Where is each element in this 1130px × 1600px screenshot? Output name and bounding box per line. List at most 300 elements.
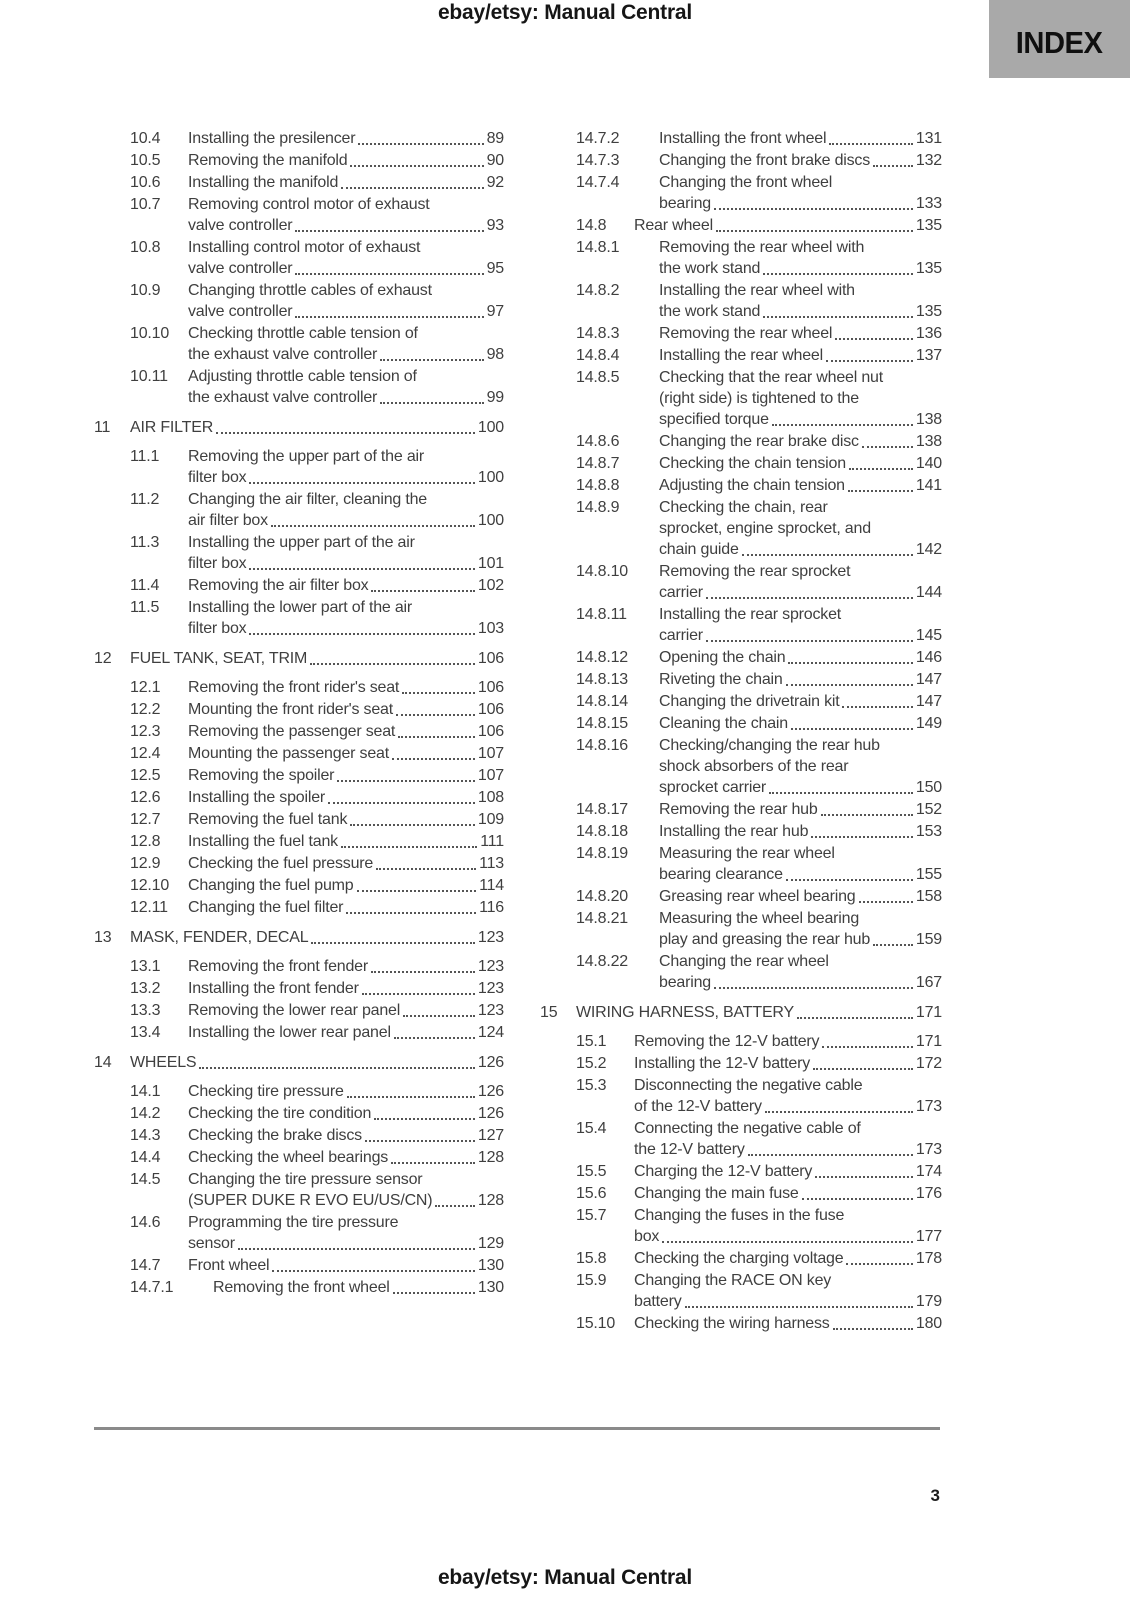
toc-entry-number: 14.8.6 [576,433,620,450]
toc-entry-title-text: chain guide [659,541,739,558]
dotted-leader [238,1248,475,1250]
dotted-leader [763,316,913,318]
toc-entry-page: 150 [915,779,942,796]
toc-entry-page: 167 [915,974,942,991]
dotted-leader [391,1162,475,1164]
toc-entry-body [659,431,942,452]
toc-entry-number: 14.8.9 [576,499,620,516]
toc-entry-page: 155 [915,866,942,883]
toc-entry-row [540,1075,942,1117]
dotted-leader [772,424,913,426]
dotted-leader [310,663,475,665]
dotted-leader [833,1328,913,1330]
toc-entry-page: 107 [477,745,504,762]
toc-entry-row [94,366,504,408]
toc-entry-line [659,735,942,756]
toc-entry-number: 13 [94,929,112,946]
toc-entry-line [634,215,942,236]
toc-entry-number: 14.3 [130,1127,161,1144]
toc-entry-line [634,1313,942,1334]
toc-entry-number: 14.8 [576,217,607,234]
toc-entry-title-text: Changing the fuses in the fuse [634,1207,845,1224]
toc-entry-row [94,743,504,764]
toc-entry-page: 147 [915,693,942,710]
toc-entry-body [634,1161,942,1182]
dotted-leader [394,1037,475,1039]
toc-entry-line [188,323,504,344]
toc-entry-row [540,1161,942,1182]
toc-entry-page: 111 [480,833,504,850]
toc-entry-title-text: Measuring the rear wheel [659,845,835,862]
toc-entry-line [659,799,942,820]
dotted-leader [849,468,913,470]
dotted-leader [706,597,913,599]
toc-entry-row [540,367,942,430]
toc-entry-line [188,344,504,365]
toc-entry-row [94,875,504,896]
toc-entry-number: 15.4 [576,1120,607,1137]
toc-entry-title-text: Removing the rear hub [659,801,818,818]
dotted-leader [272,1270,474,1272]
toc-entry-title-text: Removing the passenger seat [188,723,396,740]
toc-entry-line [634,1291,942,1312]
toc-entry-page: 135 [915,260,942,277]
toc-entry-title-text: Installing the spoiler [188,789,326,806]
toc-entry-title-text: filter box [188,469,247,486]
toc-entry-title-text: the exhaust valve controller [188,346,378,363]
toc-entry-line [188,765,504,786]
toc-entry-body [659,951,942,993]
toc-entry-row [94,1212,504,1254]
toc-entry-title-text: Installing the upper part of the air [188,534,415,551]
toc-entry-line [188,956,504,977]
toc-entry-line [659,345,942,366]
toc-entry-row [94,532,504,574]
toc-entry-row [540,561,942,603]
toc-entry-body [659,691,942,712]
toc-entry-page: 97 [486,303,504,320]
toc-entry-body [188,532,504,574]
toc-entry-page: 135 [915,303,942,320]
toc-entry-row [94,765,504,786]
toc-entry-line [188,280,504,301]
toc-entry-page: 146 [915,649,942,666]
toc-entry-number: 14.8.2 [576,282,620,299]
toc-entry-body [659,843,942,885]
toc-entry-body [188,194,504,236]
toc-entry-number: 14.8.11 [576,606,627,623]
toc-entry-title-text: Measuring the wheel bearing [659,910,860,927]
toc-entry-line [188,258,504,279]
toc-entry-page: 123 [477,1002,504,1019]
dotted-leader [821,814,913,816]
toc-entry-line [188,597,504,618]
toc-entry-body [634,1031,942,1052]
toc-entry-body [188,853,504,874]
dotted-leader [216,432,475,434]
toc-entry-line [659,756,942,777]
toc-entry-title-text: Changing the main fuse [634,1185,799,1202]
toc-entry-row [94,978,504,999]
toc-entry-number: 12.10 [130,877,170,894]
dotted-leader [402,692,475,694]
toc-entry-title-text: Connecting the negative cable of [634,1120,861,1137]
toc-entry-number: 12.4 [130,745,161,762]
toc-entry-line [188,1233,504,1254]
toc-entry-row [540,1053,942,1074]
toc-entry-title-text: Changing throttle cables of exhaust [188,282,432,299]
toc-entry-title-text: Removing the 12-V battery [634,1033,820,1050]
toc-entry-page: 153 [915,823,942,840]
toc-entry-line [659,497,942,518]
toc-entry-title-text: bearing clearance [659,866,783,883]
toc-entry-title-text: Checking the fuel pressure [188,855,374,872]
toc-entry-title-text: Adjusting the chain tension [659,477,845,494]
toc-entry-body [188,743,504,764]
toc-entry-title-text: Installing the front fender [188,980,359,997]
toc-entry-title-text: Removing the manifold [188,152,348,169]
dotted-leader [249,568,474,570]
footer-page-number: 3 [930,1486,940,1505]
toc-entry-row [94,1147,504,1168]
dotted-leader [357,890,477,892]
toc-entry-line [659,518,942,539]
toc-entry-page: 159 [915,931,942,948]
toc-entry-number: 14.7.1 [130,1279,174,1296]
toc-entry-number: 14.8.10 [576,563,628,580]
toc-entry-page: 124 [477,1024,504,1041]
dotted-leader [362,993,475,995]
toc-entry-number: 15.3 [576,1077,607,1094]
toc-entry-page: 128 [477,1149,504,1166]
toc-entry-title-text: Installing the rear hub [659,823,809,840]
toc-entry-page: 173 [915,1098,942,1115]
toc-chapter-row [540,1002,942,1023]
toc-entry-title-text: specified torque [659,411,769,428]
toc-entry-page: 92 [486,174,504,191]
toc-entry-title-text: the work stand [659,303,761,320]
toc-entry-page: 158 [915,888,942,905]
toc-entry-body [659,799,942,820]
toc-entry-title-text: Removing the front rider's seat [188,679,400,696]
toc-entry-number: 14.8.12 [576,649,628,666]
toc-entry-number: 12.1 [130,679,161,696]
toc-entry-line [634,1183,942,1204]
toc-entry-body [659,128,942,149]
toc-entry-body [659,669,942,690]
toc-entry-title-text: carrier [659,584,703,601]
toc-entry-line [634,1031,942,1052]
toc-entry-line [659,713,942,734]
toc-entry-body [188,1169,504,1211]
toc-entry-page: 140 [915,455,942,472]
dotted-leader [859,901,913,903]
toc-entry-number: 11.1 [130,448,160,465]
toc-entry-number: 12.7 [130,811,161,828]
dotted-leader [249,482,474,484]
toc-entry-line [634,1053,942,1074]
toc-content [94,128,942,1335]
toc-entry-body [188,956,504,977]
toc-entry-line [634,1096,942,1117]
dotted-leader [788,662,912,664]
toc-entry-line [634,1118,942,1139]
toc-entry-title-text: Installing the lower rear panel [188,1024,391,1041]
toc-entry-page: 103 [477,620,504,637]
toc-entry-row [94,1169,504,1211]
toc-entry-line [659,539,942,560]
toc-entry-number: 14.8.5 [576,369,620,386]
toc-entry-row [94,150,504,171]
toc-entry-title-text: the 12-V battery [634,1141,745,1158]
toc-entry-title-text: Riveting the chain [659,671,783,688]
toc-entry-line [188,467,504,488]
toc-entry-row [540,821,942,842]
toc-entry-row [94,323,504,365]
toc-entry-row [540,1118,942,1160]
footer-title: ebay/etsy: Manual Central [437,1566,693,1589]
toc-entry-row [540,713,942,734]
dotted-leader [748,1154,913,1156]
dotted-leader [371,590,474,592]
toc-entry-title-text: sprocket carrier [659,779,767,796]
toc-entry-row [94,956,504,977]
toc-entry-body [188,809,504,830]
toc-entry-body [659,367,942,430]
toc-entry-line [659,323,942,344]
toc-entry-line [188,1000,504,1021]
toc-entry-body [634,1270,942,1312]
toc-entry-body [659,280,942,322]
toc-entry-row [94,1081,504,1102]
dotted-leader [341,846,477,848]
toc-entry-page: 126 [477,1054,504,1071]
dotted-leader [685,1306,913,1308]
toc-entry-body [188,597,504,639]
toc-entry-page: 126 [477,1083,504,1100]
dotted-leader [811,836,913,838]
toc-entry-number: 14.8.16 [576,737,628,754]
toc-entry-body [188,128,504,149]
toc-entry-title-text: Removing the air filter box [188,577,369,594]
toc-entry-title-text: Removing the front wheel [213,1279,390,1296]
toc-entry-page: 114 [479,877,504,894]
dotted-leader [791,728,913,730]
dotted-leader [295,230,483,232]
toc-entry-title-text: Changing the front brake discs [659,152,871,169]
toc-entry-row [94,853,504,874]
toc-entry-body [659,821,942,842]
toc-entry-title-text: Disconnecting the negative cable [634,1077,863,1094]
toc-entry-body [659,908,942,950]
toc-entry-row [540,497,942,560]
toc-entry-title-text: Front wheel [188,1257,270,1274]
toc-entry-title-text: Rear wheel [634,217,713,234]
toc-entry-page: 171 [915,1004,942,1021]
toc-entry-page: 123 [477,980,504,997]
toc-entry-title-text: the exhaust valve controller [188,389,378,406]
toc-entry-line [659,821,942,842]
toc-entry-line [188,699,504,720]
toc-entry-line [188,194,504,215]
toc-entry-line [188,215,504,236]
toc-entry-number: 10.8 [130,239,161,256]
toc-entry-row [540,128,942,149]
toc-entry-page: 89 [486,130,504,147]
toc-entry-title-text: Checking the charging voltage [634,1250,844,1267]
toc-entry-number: 10.6 [130,174,161,191]
toc-entry-page: 133 [915,195,942,212]
toc-entry-body [188,237,504,279]
toc-entry-title-text: filter box [188,555,247,572]
toc-entry-title-text: bearing [659,195,711,212]
dotted-leader [786,879,913,881]
toc-entry-number: 14.8.19 [576,845,628,862]
dotted-leader [714,208,913,210]
toc-entry-body [634,1248,942,1269]
toc-entry-line [188,875,504,896]
toc-entry-page: 177 [915,1228,942,1245]
toc-entry-row [94,831,504,852]
toc-entry-page: 123 [477,929,504,946]
toc-entry-line [659,777,942,798]
toc-entry-row [94,280,504,322]
toc-entry-line [188,853,504,874]
toc-entry-row [94,575,504,596]
toc-entry-page: 129 [477,1235,504,1252]
toc-entry-title-text: Installing the rear wheel [659,347,823,364]
toc-entry-page: 173 [915,1141,942,1158]
toc-entry-line [188,897,504,918]
toc-entry-body [130,648,504,669]
dotted-leader [786,684,913,686]
toc-entry-line [188,387,504,408]
dotted-leader [347,1096,475,1098]
toc-entry-page: 102 [477,577,504,594]
toc-entry-title-text: Checking the wiring harness [634,1315,830,1332]
dotted-leader [862,446,913,448]
dotted-leader [398,736,475,738]
toc-entry-row [540,886,942,907]
toc-entry-line [659,172,942,193]
toc-entry-title-text: Greasing rear wheel bearing [659,888,856,905]
toc-entry-row [94,1125,504,1146]
toc-entry-number: 14.8.18 [576,823,628,840]
toc-entry-page: 138 [915,411,942,428]
toc-entry-line [188,172,504,193]
toc-entry-body [659,647,942,668]
toc-entry-page: 131 [915,130,942,147]
toc-entry-title-text: Removing the rear wheel [659,325,833,342]
toc-entry-page: 142 [915,541,942,558]
toc-entry-body [188,978,504,999]
toc-entry-line [188,1125,504,1146]
toc-entry-body [634,1205,942,1247]
toc-entry-body [659,172,942,214]
toc-entry-title-text: Removing the rear wheel with [659,239,865,256]
dotted-leader [199,1067,475,1069]
toc-entry-title-text: the work stand [659,260,761,277]
toc-entry-page: 101 [477,555,504,572]
dotted-leader [435,1205,474,1207]
toc-entry-number: 12.11 [130,899,168,916]
toc-entry-number: 15.5 [576,1163,607,1180]
toc-entry-body [659,886,942,907]
dotted-leader [716,230,913,232]
toc-entry-row [94,1255,504,1276]
toc-entry-page: 123 [477,958,504,975]
toc-entry-row [540,799,942,820]
toc-entry-number: 14.7 [130,1257,161,1274]
toc-entry-line [188,831,504,852]
dotted-leader [763,273,913,275]
header-title: ebay/etsy: Manual Central [437,1,693,24]
toc-entry-number: 14.7.3 [576,152,620,169]
toc-entry-body [188,366,504,408]
toc-entry-title-text: (right side) is tightened to the [659,390,859,407]
dotted-leader [815,1176,913,1178]
toc-entry-number: 14.8.1 [576,239,620,256]
toc-entry-body [130,1052,504,1073]
toc-entry-body [188,489,504,531]
toc-entry-row [540,345,942,366]
toc-entry-line [188,128,504,149]
toc-entry-row [540,215,942,236]
dotted-leader [873,944,913,946]
toc-entry-line [659,367,942,388]
dotted-leader [392,758,475,760]
toc-entry-number: 14.8.20 [576,888,628,905]
toc-entry-page: 108 [477,789,504,806]
toc-chapter-row [94,1052,504,1073]
toc-entry-page: 136 [915,325,942,342]
toc-entry-line [188,553,504,574]
toc-entry-body [188,446,504,488]
dotted-leader [271,525,475,527]
toc-entry-title-text: Checking that the rear wheel nut [659,369,883,386]
toc-entry-row [540,1183,942,1204]
toc-entry-number: 15.2 [576,1055,607,1072]
toc-entry-line [188,743,504,764]
toc-entry-line [634,1270,942,1291]
toc-entry-title-text: Removing the lower rear panel [188,1002,401,1019]
toc-entry-number: 14.8.7 [576,455,620,472]
toc-entry-title-text: Mounting the passenger seat [188,745,389,762]
toc-entry-row [94,597,504,639]
toc-entry-page: 145 [915,627,942,644]
toc-entry-row [94,677,504,698]
toc-entry-page: 106 [477,650,504,667]
toc-entry-title-text: box [634,1228,660,1245]
toc-entry-page: 100 [477,419,504,436]
toc-entry-page: 152 [915,801,942,818]
toc-entry-line [659,625,942,646]
toc-entry-row [94,699,504,720]
toc-entry-line [130,417,504,438]
dotted-leader [706,640,913,642]
toc-entry-row [540,431,942,452]
dotted-leader [769,792,913,794]
toc-entry-number: 12.9 [130,855,161,872]
toc-entry-line [188,1103,504,1124]
dotted-leader [848,490,913,492]
toc-entry-number: 14.8.3 [576,325,620,342]
toc-entry-page: 149 [915,715,942,732]
toc-entry-body [659,497,942,560]
dotted-leader [337,780,475,782]
toc-entry-body [659,150,942,171]
toc-entry-line [188,1022,504,1043]
